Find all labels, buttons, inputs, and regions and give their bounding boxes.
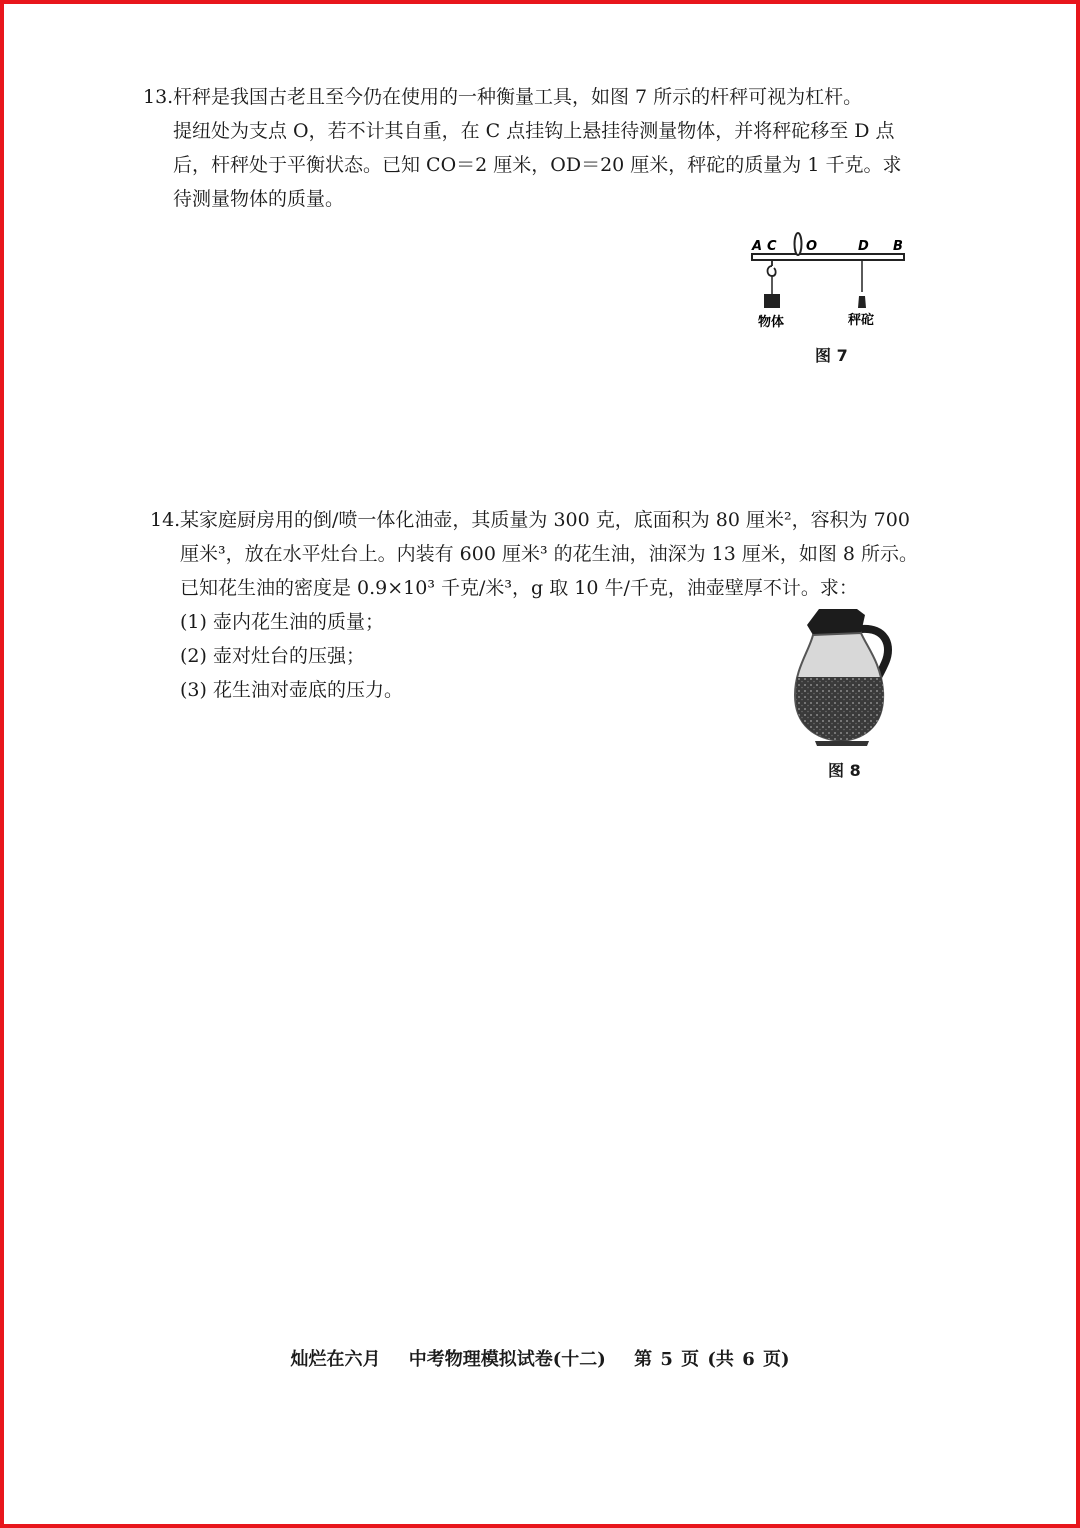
hook <box>768 260 776 276</box>
pot-lid <box>807 609 865 635</box>
question-14-number: 14. <box>150 509 181 531</box>
figure-7-steelyard <box>740 228 920 338</box>
question-14-part-3: (3) 花生油对壶底的压力。 <box>180 679 403 701</box>
label-b: B <box>893 239 903 254</box>
question-13-line-4: 待测量物体的质量。 <box>173 188 345 210</box>
question-14-part-2: (2) 壶对灶台的压强； <box>180 645 365 667</box>
label-d: D <box>858 239 869 254</box>
footer-brand: 灿烂在六月 <box>290 1349 381 1370</box>
pot-base <box>815 741 869 746</box>
footer-page-number: 第 5 页 (共 6 页) <box>634 1349 790 1370</box>
question-14-line-1: 14.某家庭厨房用的倒/喷一体化油壶，其质量为 300 克，底面积为 80 厘米²，容积为 700 <box>150 503 918 537</box>
question-14-part-1: (1) 壶内花生油的质量； <box>180 611 384 633</box>
question-13-line-3: 后，杆秤处于平衡状态。已知 CO＝2 厘米，OD＝20 厘米，秤砣的质量为 1 千克。求 <box>173 154 902 176</box>
label-o: O <box>806 239 818 254</box>
page-footer <box>0 1345 1080 1371</box>
weight-label: 秤砣 <box>848 313 875 328</box>
object-label: 物体 <box>758 315 785 330</box>
label-a: A <box>752 239 763 254</box>
question-13-line-2: 提纽处为支点 O，若不计其自重，在 C 点挂钩上悬挂待测量物体，并将秤砣移至 D 点 <box>173 120 895 142</box>
steelyard-beam <box>752 254 904 260</box>
weight-block <box>858 296 866 308</box>
pivot-loop <box>795 233 802 255</box>
question-13 <box>143 80 901 216</box>
oil-fill <box>796 677 884 741</box>
label-c: C <box>767 239 777 254</box>
question-14-line-3: 已知花生油的密度是 0.9×10³ 千克/米³，g 取 10 牛/千克，油壶壁厚不计。求： <box>180 577 858 599</box>
figure-8-oil-pot <box>785 605 897 750</box>
question-13-line-1: 13.杆秤是我国古老且至今仍在使用的一种衡量工具，如图 7 所示的杆秤可视为杠杆。 <box>143 80 901 114</box>
question-13-number: 13. <box>143 86 174 108</box>
figure-7-caption: 图 7 <box>815 346 848 365</box>
footer-exam-title: 中考物理模拟试卷(十二) <box>408 1349 606 1370</box>
figure-8-caption: 图 8 <box>828 761 861 780</box>
question-14-line-2: 厘米³，放在水平灶台上。内装有 600 厘米³ 的花生油，油深为 13 厘米，如图 8 所示。 <box>180 543 919 565</box>
object-block <box>764 294 780 308</box>
